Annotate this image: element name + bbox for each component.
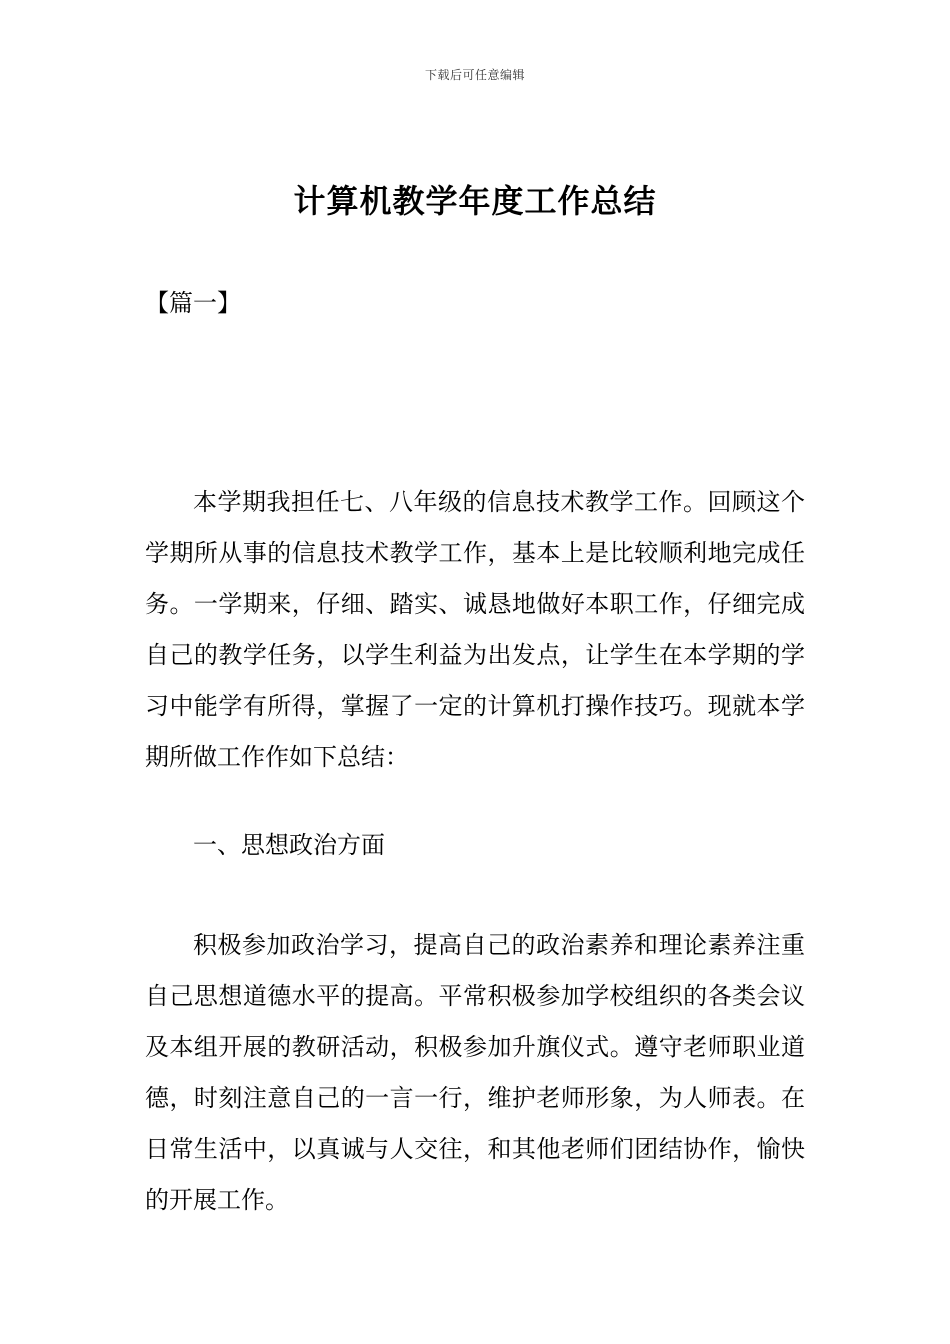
document-title: 计算机教学年度工作总结 <box>293 182 657 220</box>
body-paragraph-politics: 积极参加政治学习，提高自己的政治素养和理论素养注重自己思想道德水平的提高。平常积极参加学校组织的各类会议及本组开展的教研活动，积极参加升旗仪式。遵守老师职业道德，时刻注意自己的一言一行，维护老师形象，为人师表。在日常生活中，以真诚与人交往，和其他老师们团结协作，愉快的开展工作。 <box>145 931 805 1214</box>
page-header-note: 下载后可任意编辑 <box>424 68 525 82</box>
body-paragraph-intro: 本学期我担任七、八年级的信息技术教学工作。回顾这个学期所从事的信息技术教学工作，基本上是比较顺利地完成任务。一学期来，仔细、踏实、诚恳地做好本职工作，仔细完成自己的教学任务，以学生利益为出发点，让学生在本学期的学习中能学有所得，掌握了一定的计算机打操作技巧。现就本学期所做工作作如下总结： <box>145 488 805 771</box>
section-marker: 【篇一】 <box>145 289 241 317</box>
section-heading-politics: 一、思想政治方面 <box>193 831 385 859</box>
